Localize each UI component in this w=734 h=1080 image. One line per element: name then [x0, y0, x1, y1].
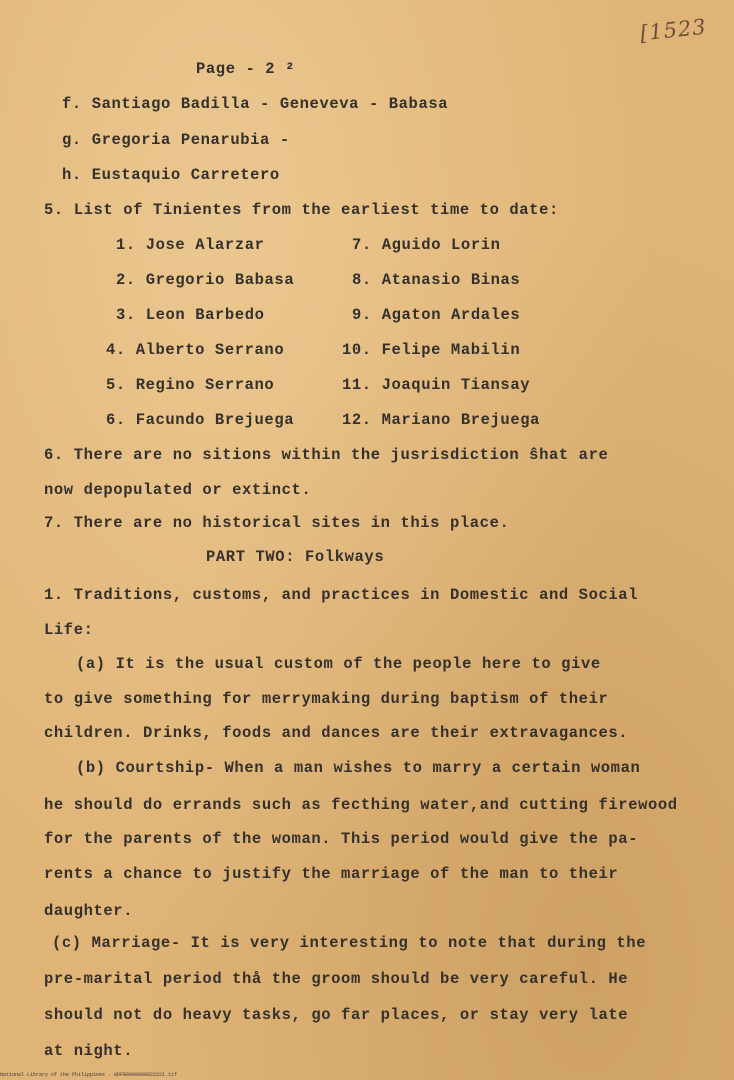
paragraph-b-line: he should do errands such as fecthing water,and cutting firewood: [44, 796, 678, 814]
traditions-heading-line-2: Life:: [44, 621, 94, 639]
paragraph-b-line: daughter.: [44, 902, 134, 920]
teniente-item: 7. Aguido Lorin: [352, 236, 501, 254]
handwritten-annotation: [1523: [638, 14, 708, 46]
teniente-item: 10. Felipe Mabilin: [342, 341, 521, 359]
paragraph-b-line: (b) Courtship- When a man wishes to marry a certain woman: [76, 759, 641, 777]
paragraph-c-line: should not do heavy tasks, go far places, or stay very late: [44, 1006, 629, 1024]
scan-footer: National Library of the Philippines · HDFB0000000022221.tif: [0, 1072, 178, 1078]
paragraph-a-line: (a) It is the usual custom of the people here to give: [76, 655, 601, 673]
teniente-item: 12. Mariano Brejuega: [342, 411, 541, 429]
paragraph-b-line: rents a chance to justify the marriage of the man to their: [44, 865, 619, 883]
section-5-heading: 5. List of Tinientes from the earliest time to date:: [44, 201, 559, 219]
teniente-item: 3. Leon Barbedo: [116, 306, 265, 324]
teniente-item: 11. Joaquin Tiansay: [342, 376, 531, 394]
teniente-item: 4. Alberto Serrano: [106, 341, 285, 359]
paragraph-c-line: at night.: [44, 1042, 134, 1060]
teniente-item: 1. Jose Alarzar: [116, 236, 265, 254]
item-6-line-2: now depopulated or extinct.: [44, 481, 312, 499]
list-item-h: h. Eustaquio Carretero: [62, 166, 280, 184]
item-6-line-1: 6. There are no sitions within the jusrisdiction ŝhat are: [44, 446, 609, 464]
paragraph-a-line: to give something for merrymaking during baptism of their: [44, 690, 609, 708]
teniente-item: 2. Gregorio Babasa: [116, 271, 295, 289]
paragraph-c-line: (c) Marriage- It is very interesting to note that during the: [52, 934, 647, 952]
part-two-heading: PART TWO: Folkways: [206, 548, 385, 566]
item-7: 7. There are no historical sites in this place.: [44, 514, 510, 532]
traditions-heading-line-1: 1. Traditions, customs, and practices in Domestic and Social: [44, 586, 639, 604]
teniente-item: 8. Atanasio Binas: [352, 271, 521, 289]
paragraph-b-line: for the parents of the woman. This period would give the pa-: [44, 830, 639, 848]
teniente-item: 6. Facundo Brejuega: [106, 411, 295, 429]
list-item-f: f. Santiago Badilla - Geneveva - Babasa: [62, 95, 449, 113]
teniente-item: 5. Regino Serrano: [106, 376, 275, 394]
paragraph-a-line: children. Drinks, foods and dances are their extravagances.: [44, 724, 629, 742]
list-item-g: g. Gregoria Penarubia -: [62, 131, 290, 149]
page-number: Page - 2 ²: [196, 60, 296, 78]
teniente-item: 9. Agaton Ardales: [352, 306, 521, 324]
paragraph-c-line: pre-marital period thå the groom should be very careful. He: [44, 970, 629, 988]
